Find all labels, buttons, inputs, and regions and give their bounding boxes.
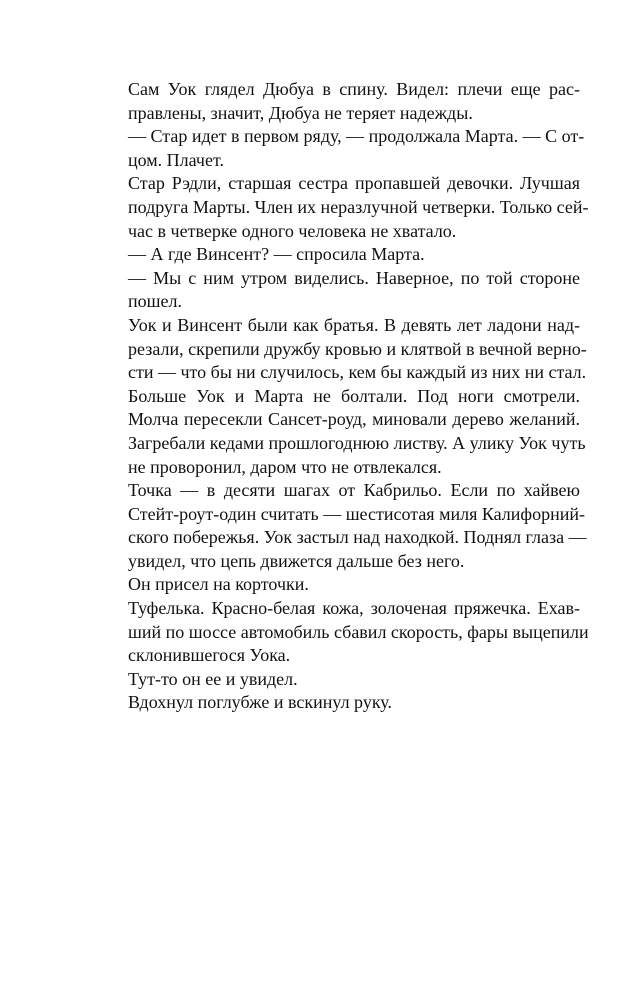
paragraph — [108, 691, 580, 715]
paragraph — [108, 125, 585, 172]
paragraph — [108, 479, 587, 573]
text-line: час в четверке одного человека не хватало. — [128, 220, 457, 241]
book-page-text — [108, 78, 589, 715]
paragraph — [108, 243, 580, 267]
text-line: Больше Уок и Марта не болтали. Под ноги смотрели. — [128, 385, 580, 406]
text-line: Он присел на корточки. — [128, 574, 309, 595]
paragraph — [108, 78, 580, 125]
paragraph — [108, 573, 580, 597]
text-line: подруга Марты. Член их неразлучной четверки. Только сей- — [128, 196, 589, 217]
paragraph — [108, 385, 586, 479]
text-line: Уок и Винсент были как братья. В девять лет ладони над- — [128, 314, 580, 335]
text-line: цом. Плачет. — [128, 149, 224, 170]
text-line: Точка — в десяти шагах от Кабрильо. Если по хайвею — [128, 480, 580, 501]
text-line: Стейт-роут-один считать — шестисотая миля Калифорний- — [128, 503, 585, 524]
text-line: пошел. — [128, 291, 182, 312]
paragraph — [108, 172, 589, 243]
paragraph — [108, 668, 580, 692]
text-line: увидел, что цепь движется дальше без него. — [128, 550, 465, 571]
text-line: склонившегося Уока. — [128, 645, 291, 666]
text-line: Вдохнул поглубже и вскинул руку. — [128, 692, 393, 713]
text-line: не проворонил, даром что не отвлекался. — [128, 456, 442, 477]
text-line: — А где Винсент? — спросила Марта. — [128, 244, 425, 265]
text-line: ского побережья. Уок застыл над находкой. Поднял глаза — — [128, 527, 587, 548]
text-line: Молча пересекли Сансет-роуд, миновали дерево желаний. — [128, 409, 580, 430]
text-line: — Стар идет в первом ряду, — продолжала Марта. — С от- — [128, 126, 585, 147]
paragraph — [108, 267, 580, 314]
text-line: сти — что бы ни случилось, кем бы каждый из них ни стал. — [128, 362, 587, 383]
text-line: Загребали кедами прошлогоднюю листву. А улику Уок чуть — [128, 432, 586, 453]
text-line: Сам Уок глядел Дюбуа в спину. Видел: плечи еще рас- — [128, 79, 580, 99]
text-line: Стар Рэдли, старшая сестра пропавшей девочки. Лучшая — [128, 173, 580, 194]
text-line: резали, скрепили дружбу кровью и клятвой в вечной верно- — [128, 338, 587, 359]
paragraph — [108, 597, 589, 668]
text-line: правлены, значит, Дюбуа не теряет надежды. — [128, 102, 473, 123]
paragraph — [108, 314, 587, 385]
text-line: Тут-то он ее и увидел. — [128, 668, 298, 689]
text-line: — Мы с ним утром виделись. Наверное, по той стороне — [128, 267, 580, 288]
text-line: Туфелька. Красно-белая кожа, золоченая пряжечка. Ехав- — [128, 598, 580, 619]
text-line: ший по шоссе автомобиль сбавил скорость, фары выцепили — [128, 621, 589, 642]
